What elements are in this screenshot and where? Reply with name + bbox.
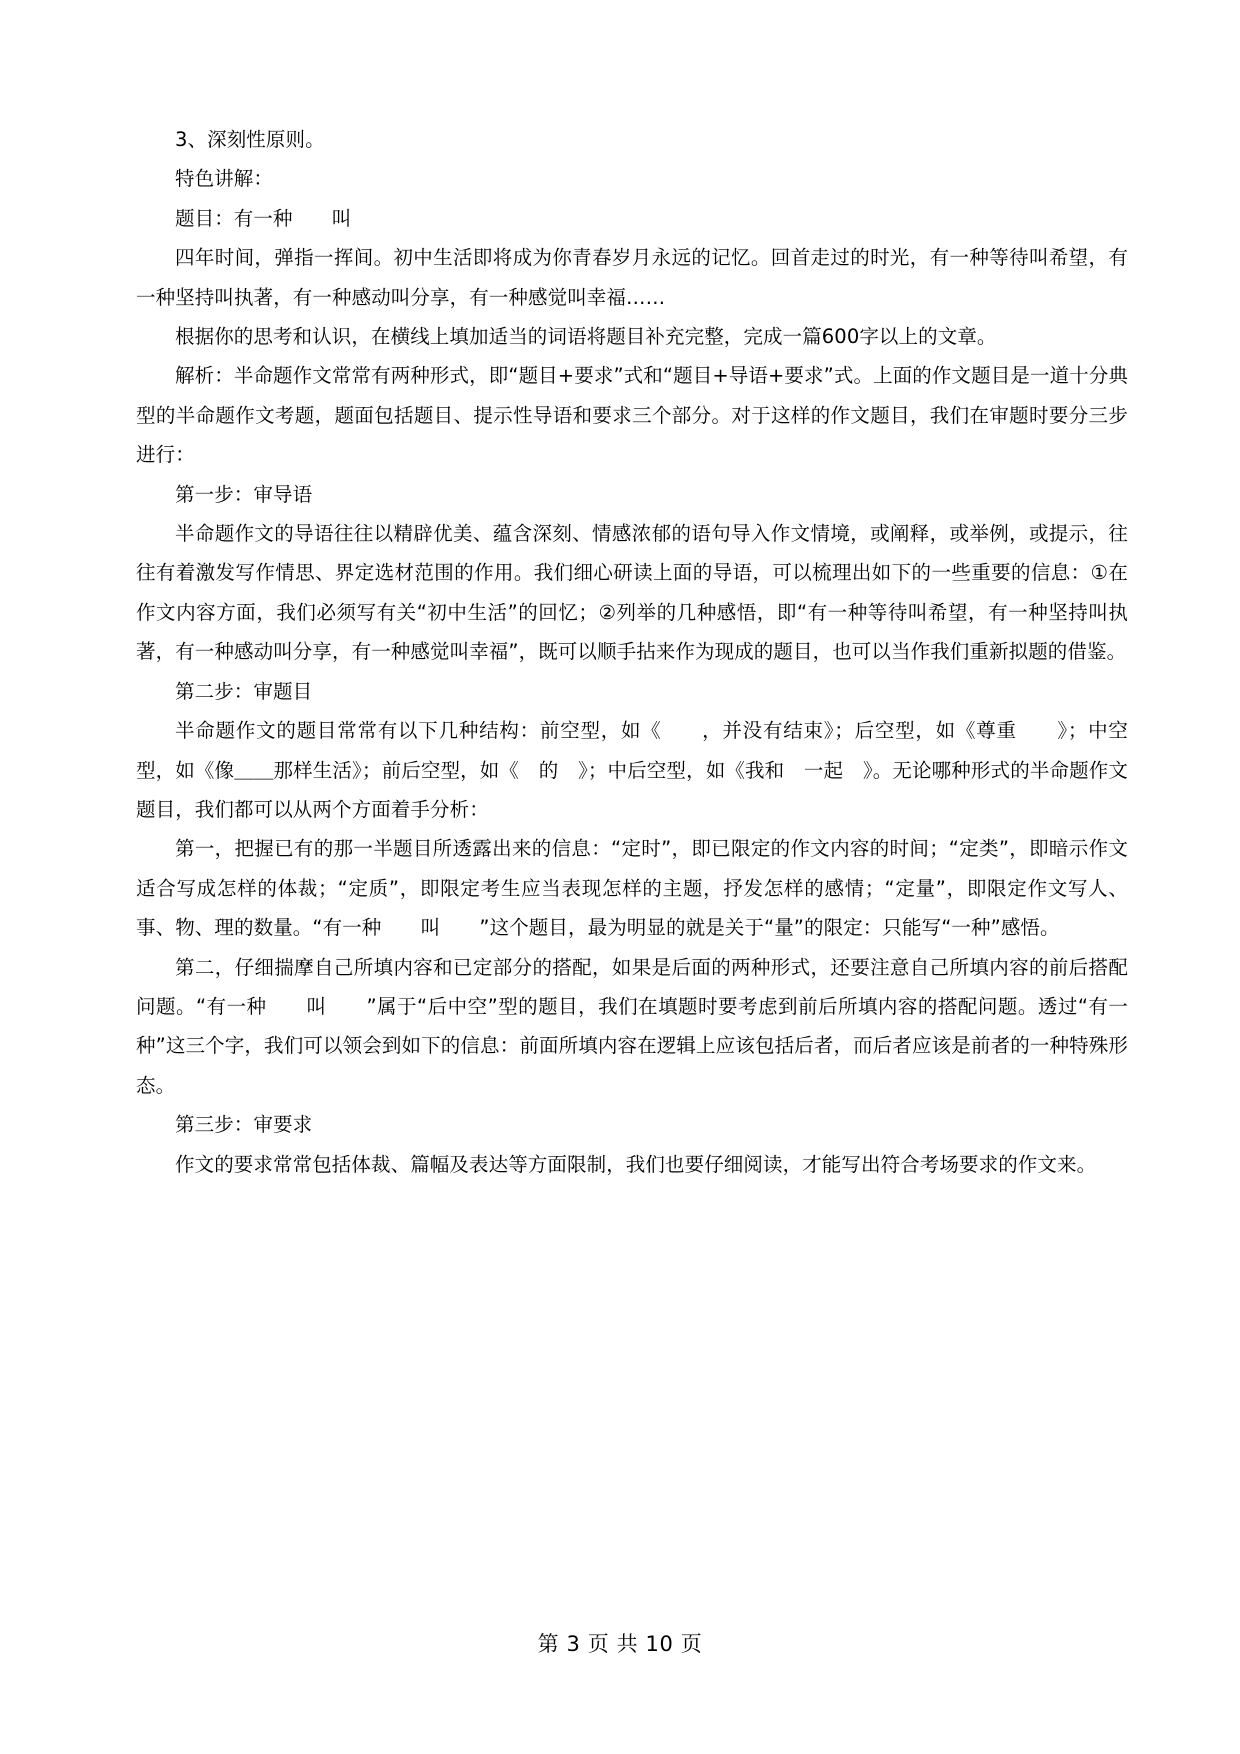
document-body: [136, 120, 1128, 1184]
paragraph-step-three-body: 作文的要求常常包括体裁、篇幅及表达等方面限制，我们也要仔细阅读，才能写出符合考场要求的作文来。: [175, 1152, 1097, 1176]
page-number-label: 第 3 页 共 10 页: [537, 1632, 703, 1656]
paragraph-step-one-body: 半命题作文的导语往往以精辟优美、蕴含深刻、情感浓郁的语句导入作文情境，或阐释，或举例，或提示，往往有着激发写作情思、界定选材范围的作用。我们细心研读上面的导语，可以梳理出如下的一些重要的信息：①在作文内容方面，我们必须写有关“初中生活”的回忆；②列举的几种感悟，即“有一种等待叫希望，有一种坚持叫执著，有一种感动叫分享，有一种感觉叫幸福”，既可以顺手拈来作为现成的题目，也可以当作我们重新拟题的借鉴。: [136, 522, 1128, 664]
heading-step-two: 第二步：审题目: [175, 679, 313, 703]
page-footer: [0, 1628, 1240, 1658]
paragraph-point-two: 第二，仔细揣摩自己所填内容和已定部分的搭配，如果是后面的两种形式，还要注意自己所填内容的前后搭配问题。“有一种 叫 ”属于“后中空”型的题目，我们在填题时要考虑到前后所填内容的搭配问题。透过“有一种”这三个字，我们可以领会到如下的信息：前面所填内容在逻辑上应该包括后者，而后者应该是前者的一种特殊形态。: [136, 955, 1128, 1097]
heading-step-one: 第一步：审导语: [175, 482, 313, 506]
paragraph-analysis: 解析：半命题作文常常有两种形式，即“题目+要求”式和“题目+导语+要求”式。上面的作文题目是一道十分典型的半命题作文考题，题面包括题目、提示性导语和要求三个部分。对于这样的作文题目，我们在审题时要分三步进行：: [136, 364, 1128, 467]
paragraph-principle-3: 3、深刻性原则。: [175, 128, 325, 151]
paragraph-title-prompt: 题目：有一种 叫: [175, 206, 352, 230]
paragraph-step-two-body: 半命题作文的题目常常有以下几种结构：前空型，如《 ，并没有结束》；后空型，如《尊重 》；中空型，如《像＿＿那样生活》；前后空型，如《 的 》；中后空型，如《我和 一起 》。无论哪种形式的半命题作文题目，我们都可以从两个方面着手分析：: [136, 719, 1128, 821]
paragraph-feature-explain: 特色讲解：: [175, 167, 274, 191]
paragraph-lead: 四年时间，弹指一挥间。初中生活即将成为你青春岁月永远的记忆。回首走过的时光，有一种等待叫希望，有一种坚持叫执著，有一种感动叫分享，有一种感觉叫幸福……: [136, 246, 1128, 309]
paragraph-point-one: 第一，把握已有的那一半题目所透露出来的信息：“定时”，即已限定的作文内容的时间；“定类”，即暗示作文适合写成怎样的体裁；“定质”，即限定考生应当表现怎样的主题，抒发怎样的感情；“定量”，即限定作文写人、事、物、理的数量。“有一种 叫 ”这个题目，最为明显的就是关于“量”的限定：只能写“一种”感悟。: [136, 837, 1128, 940]
heading-step-three: 第三步：审要求: [175, 1113, 313, 1137]
paragraph-requirement: 根据你的思考和认识，在横线上填加适当的词语将题目补充完整，完成一篇600字以上的文章。: [175, 325, 997, 349]
